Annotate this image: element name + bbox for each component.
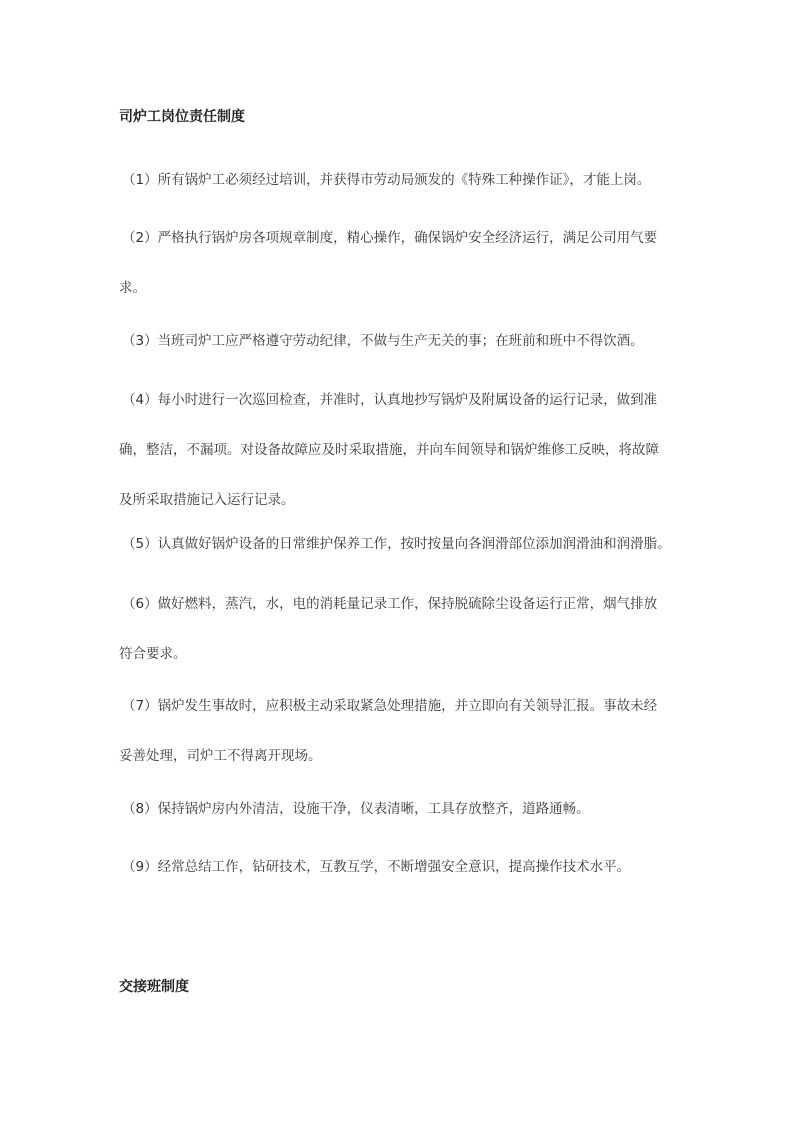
paragraph-line: （1）所有锅炉工必须经过培训，并获得市劳动局颁发的《特殊工种操作证》，才能上岗。 — [122, 172, 651, 188]
paragraph-line: 确，整洁，不漏项。对设备故障应及时采取措施，并向车间领导和锅炉维修工反映，将故障 — [119, 442, 659, 458]
paragraph-line: （9）经常总结工作，钻研技术，互教互学，不断增强安全意识，提高操作技术水平。 — [122, 859, 631, 875]
paragraph-line: （6）做好燃料，蒸汽，水，电的消耗量记录工作，保持脱硫除尘设备运行正常，烟气排放 — [122, 596, 658, 612]
duty-item-1 — [119, 155, 679, 205]
duty-item-7 — [119, 681, 679, 781]
duty-item-2 — [119, 213, 679, 313]
section-title-shift-handover: 交接班制度 — [119, 979, 189, 995]
duty-item-3 — [119, 316, 679, 366]
duty-item-5 — [119, 519, 679, 569]
paragraph-line: （2）严格执行锅炉房各项规章制度，精心操作，确保锅炉安全经济运行，满足公司用气要 — [122, 230, 658, 246]
paragraph-line: 及所采取措施记入运行记录。 — [119, 492, 295, 508]
paragraph-line: （5）认真做好锅炉设备的日常维护保养工作，按时按量向各润滑部位添加润滑油和润滑脂。 — [122, 536, 671, 552]
paragraph-line: （8）保持锅炉房内外清洁，设施干净，仪表清晰，工具存放整齐，道路通畅。 — [122, 801, 590, 817]
paragraph-line: （7）锅炉发生事故时，应积极主动采取紧急处理措施，并立即向有关领导汇报。事故未经 — [122, 698, 658, 714]
section-title-boiler-duty: 司炉工岗位责任制度 — [119, 109, 245, 125]
paragraph-line: （3）当班司炉工应严格遵守劳动纪律，不做与生产无关的事；在班前和班中不得饮酒。 — [122, 333, 644, 349]
paragraph-line: 妥善处理，司炉工不得离开现场。 — [119, 748, 322, 764]
duty-item-6 — [119, 579, 679, 679]
duty-item-9 — [119, 842, 679, 892]
paragraph-line: 符合要求。 — [119, 646, 187, 662]
paragraph-line: 求。 — [119, 280, 146, 296]
duty-item-8 — [119, 784, 679, 834]
duty-item-4 — [119, 375, 679, 525]
paragraph-line: （4）每小时进行一次巡回检查，并准时，认真地抄写锅炉及附属设备的运行记录，做到准 — [122, 392, 658, 408]
